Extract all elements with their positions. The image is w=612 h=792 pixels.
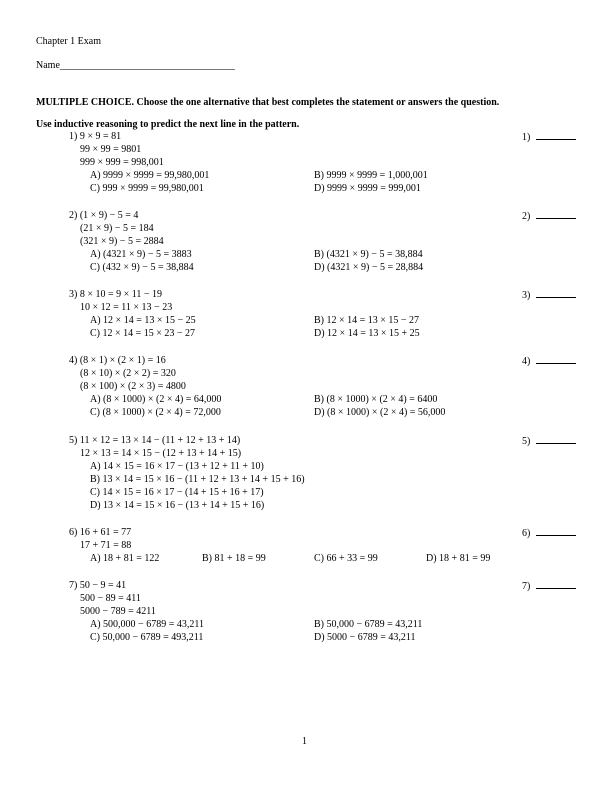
answer-blank[interactable] [536,579,576,589]
answer-blank[interactable] [536,130,576,140]
pattern-line: 8 × 10 = 9 × 11 − 19 [79,289,163,300]
option-a[interactable]: A) (4321 × 9) − 5 = 3883 [90,249,192,260]
answer-slot[interactable] [522,130,576,144]
pattern-line: (8 × 100) × (2 × 3) = 4800 [80,381,186,392]
answer-slot[interactable] [522,354,576,368]
pattern-line: (1 × 9) − 5 = 4 [79,210,139,221]
pattern-line: (8 × 10) × (2 × 2) = 320 [80,368,176,379]
pattern-line: (321 × 9) − 5 = 2884 [80,236,164,247]
option-b[interactable]: B) 81 + 18 = 99 [202,553,266,564]
option-b[interactable]: B) 13 × 14 = 15 × 16 − (11 + 12 + 13 + 14 + 15 + 16) [90,474,305,485]
option-a[interactable]: A) 14 × 15 = 16 × 17 − (13 + 12 + 11 + 10) [90,461,264,472]
option-c[interactable]: C) (432 × 9) − 5 = 38,884 [90,262,194,273]
option-b[interactable]: B) (4321 × 9) − 5 = 38,884 [314,249,423,260]
question-number: 4) [69,355,78,366]
instructions-sub: Use inductive reasoning to predict the next line in the pattern. [36,119,300,130]
option-a[interactable]: A) 18 + 81 = 122 [90,553,160,564]
option-b[interactable]: B) 50,000 − 6789 = 43,211 [314,619,423,630]
answer-slot[interactable] [522,288,576,302]
pattern-line: 999 × 999 = 998,001 [80,157,164,168]
pattern-line: 16 + 61 = 77 [79,527,132,538]
option-c[interactable]: C) 50,000 − 6789 = 493,211 [90,632,204,643]
option-c[interactable]: C) 12 × 14 = 15 × 23 − 27 [90,328,196,339]
instructions-main: MULTIPLE CHOICE. Choose the one alternative that best completes the statement or answers the question. [36,97,500,108]
question-number: 3) [69,289,78,300]
answer-number: 7) [522,581,531,592]
option-c[interactable]: C) 14 × 15 = 16 × 17 − (14 + 15 + 16 + 17) [90,487,264,498]
option-c[interactable]: C) (8 × 1000) × (2 × 4) = 72,000 [90,407,221,418]
pattern-line: 500 − 89 = 411 [80,593,141,604]
option-b[interactable]: B) 9999 × 9999 = 1,000,001 [314,170,428,181]
option-d[interactable]: D) (8 × 1000) × (2 × 4) = 56,000 [314,407,446,418]
option-b[interactable]: B) 12 × 14 = 13 × 15 − 27 [314,315,420,326]
answer-number: 2) [522,211,531,222]
answer-slot[interactable] [522,579,576,593]
pattern-line: (8 × 1) × (2 × 1) = 16 [79,355,166,366]
pattern-line: 5000 − 789 = 4211 [80,606,156,617]
answer-blank[interactable] [536,354,576,364]
answer-slot[interactable] [522,526,576,540]
pattern-line: 11 × 12 = 13 × 14 − (11 + 12 + 13 + 14) [79,435,241,446]
pattern-line: 99 × 99 = 9801 [80,144,142,155]
pattern-line: (21 × 9) − 5 = 184 [80,223,154,234]
option-b[interactable]: B) (8 × 1000) × (2 × 4) = 6400 [314,394,438,405]
exam-title: Chapter 1 Exam [36,36,101,47]
option-c[interactable]: C) 66 + 33 = 99 [314,553,378,564]
pattern-line: 50 − 9 = 41 [79,580,127,591]
answer-number: 4) [522,356,531,367]
option-d[interactable]: D) (4321 × 9) − 5 = 28,884 [314,262,424,273]
answer-number: 1) [522,132,531,143]
answer-blank[interactable] [536,288,576,298]
option-a[interactable]: A) 9999 × 9999 = 99,980,001 [90,170,210,181]
option-a[interactable]: A) 500,000 − 6789 = 43,211 [90,619,204,630]
pattern-line: 12 × 13 = 14 × 15 − (12 + 13 + 14 + 15) [80,448,242,459]
name-field[interactable]: Name___________________________________ [36,60,235,71]
option-d[interactable]: D) 13 × 14 = 15 × 16 − (13 + 14 + 15 + 16) [90,500,265,511]
answer-blank[interactable] [536,434,576,444]
answer-number: 3) [522,290,531,301]
answer-slot[interactable] [522,209,576,223]
option-c[interactable]: C) 999 × 9999 = 99,980,001 [90,183,204,194]
question-number: 2) [69,210,78,221]
question-number: 7) [69,580,78,591]
answer-blank[interactable] [536,209,576,219]
pattern-line: 10 × 12 = 11 × 13 − 23 [80,302,173,313]
option-a[interactable]: A) 12 × 14 = 13 × 15 − 25 [90,315,196,326]
answer-number: 5) [522,436,531,447]
option-d[interactable]: D) 5000 − 6789 = 43,211 [314,632,416,643]
option-d[interactable]: D) 18 + 81 = 99 [426,553,491,564]
question-number: 5) [69,435,78,446]
option-a[interactable]: A) (8 × 1000) × (2 × 4) = 64,000 [90,394,222,405]
pattern-line: 9 × 9 = 81 [79,131,122,142]
pattern-line: 17 + 71 = 88 [80,540,132,551]
option-d[interactable]: D) 12 × 14 = 13 × 15 + 25 [314,328,420,339]
answer-slot[interactable] [522,434,576,448]
option-d[interactable]: D) 9999 × 9999 = 999,001 [314,183,421,194]
question-number: 1) [69,131,78,142]
answer-number: 6) [522,528,531,539]
page-number: 1 [302,736,307,747]
question-number: 6) [69,527,78,538]
answer-blank[interactable] [536,526,576,536]
